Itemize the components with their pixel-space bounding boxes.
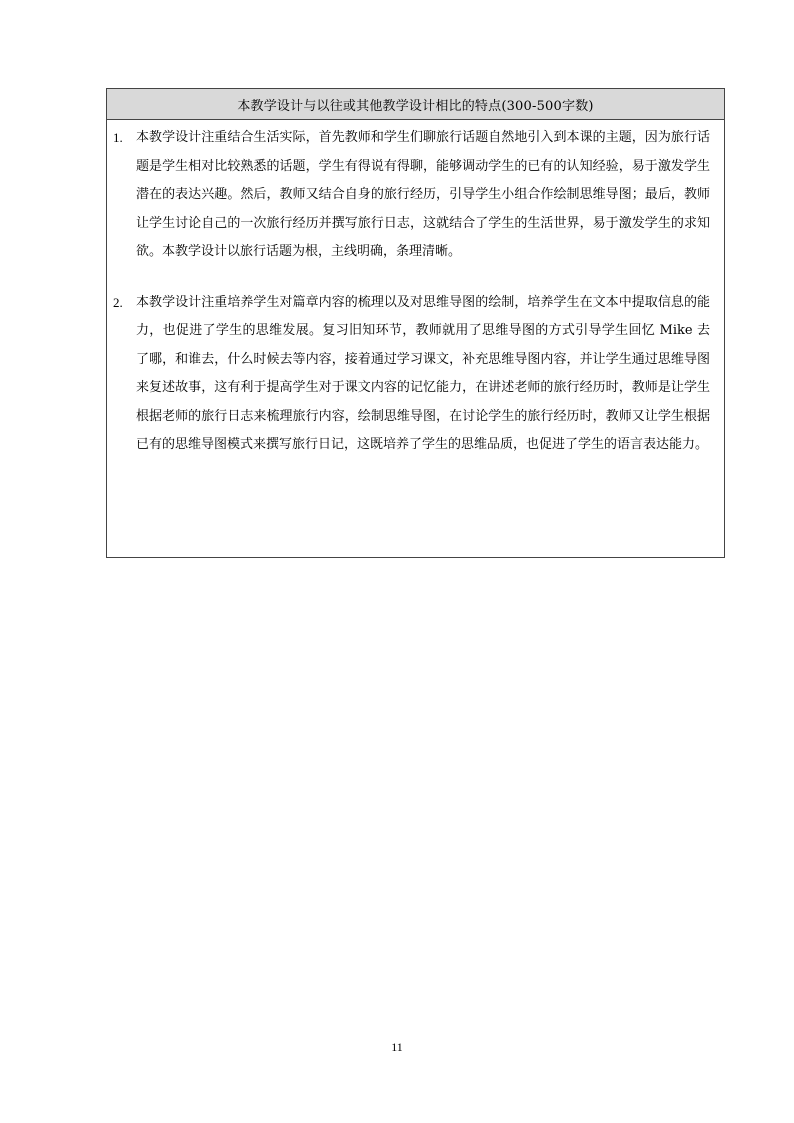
list-item — [113, 289, 710, 460]
table-header: 本教学设计与以往或其他教学设计相比的特点(300-500字数) — [107, 89, 724, 120]
item-number: 1. — [113, 130, 123, 145]
item-text: 本教学设计注重培养学生对篇章内容的梳理以及对思维导图的绘制，培养学生在文本中提取信息的能力，也促进了学生的思维发展。复习旧知环节，教师就用了思维导图的方式引导学生回忆 Mike 去了哪，和谁去，什么时候去等内容，接着通过学习课文，补充思维导图内容，并让学生通过思维导图来复述故事，这有利于提高学生对于课文内容的记忆能力，在讲述老师的旅行经历时，教师是让学生根据老师的旅行日志来梳理旅行内容，绘制思维导图，在讨论学生的旅行经历时，教师又让学生根据已有的思维导图模式来撰写旅行日记，这既培养了学生的思维品质，也促进了学生的语言表达能力。 — [136, 294, 710, 452]
item-text: 本教学设计注重结合生活实际，首先教师和学生们聊旅行话题自然地引入到本课的主题，因为旅行话题是学生相对比较熟悉的话题，学生有得说有得聊，能够调动学生的已有的认知经验，易于激发学生潜在的表达兴趣。然后，教师又结合自身的旅行经历，引导学生小组合作绘制思维导图；最后，教师让学生讨论自己的一次旅行经历并撰写旅行日志，这就结合了学生的生活世界，易于激发学生的求知欲。本教学设计以旅行话题为根，主线明确，条理清晰。 — [136, 130, 710, 259]
list-item — [113, 124, 710, 267]
item-number: 2. — [113, 294, 123, 310]
table-body — [107, 120, 724, 460]
features-table — [106, 88, 725, 558]
page-number: 11 — [391, 1040, 403, 1054]
